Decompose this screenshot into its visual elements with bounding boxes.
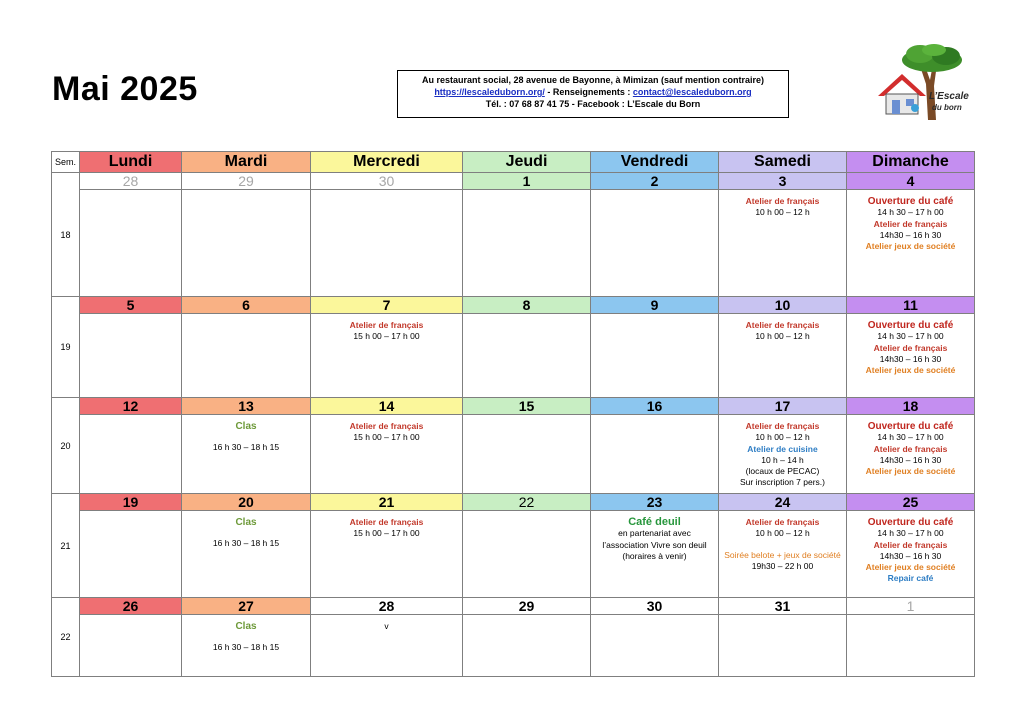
day-cell bbox=[591, 314, 719, 398]
date-cell: 23 bbox=[591, 494, 719, 511]
logo-name: L’Escale bbox=[929, 91, 969, 102]
header-mercredi: Mercredi bbox=[311, 152, 463, 173]
event-title: Clas bbox=[235, 517, 257, 528]
info-phone: Tél. : 07 68 87 41 75 - Facebook : L’Escale du Born bbox=[485, 99, 701, 109]
week-number: 22 bbox=[52, 598, 80, 677]
date-cell: 22 bbox=[463, 494, 591, 511]
day-cell bbox=[847, 314, 975, 398]
event-title: Atelier jeux de société bbox=[865, 241, 956, 252]
date-cell: 8 bbox=[463, 297, 591, 314]
day-cell bbox=[847, 511, 975, 598]
date-row bbox=[52, 598, 975, 615]
day-cell bbox=[719, 314, 847, 398]
day-cell bbox=[80, 511, 182, 598]
event-note: Sur inscription 7 pers.) bbox=[739, 477, 826, 488]
date-cell: 13 bbox=[182, 398, 311, 415]
header-row bbox=[52, 152, 975, 173]
day-cell bbox=[463, 415, 591, 494]
date-cell: 26 bbox=[80, 598, 182, 615]
event-time: 10 h 00 – 12 h bbox=[755, 207, 810, 218]
day-cell bbox=[463, 511, 591, 598]
header-vendredi: Vendredi bbox=[591, 152, 719, 173]
event-title: Atelier jeux de société bbox=[865, 562, 956, 573]
event-note: v bbox=[384, 621, 389, 631]
day-cell bbox=[719, 190, 847, 297]
day-cell bbox=[182, 190, 311, 297]
calendar-table bbox=[51, 151, 975, 677]
event-title: Atelier de français bbox=[349, 320, 424, 330]
day-cell bbox=[591, 415, 719, 494]
email-link[interactable]: contact@lescaleduborn.org bbox=[632, 87, 752, 97]
event-title: Atelier de français bbox=[745, 421, 820, 431]
date-cell: 31 bbox=[719, 598, 847, 615]
header-mardi: Mardi bbox=[182, 152, 311, 173]
date-cell: 28 bbox=[311, 598, 463, 615]
event-title: Ouverture du café bbox=[867, 421, 954, 432]
event-time: 10 h 00 – 12 h bbox=[755, 528, 810, 539]
date-cell: 14 bbox=[311, 398, 463, 415]
info-address: Au restaurant social, 28 avenue de Bayonne, à Mimizan (sauf mention contraire) bbox=[421, 75, 765, 85]
header-samedi: Samedi bbox=[719, 152, 847, 173]
event-title: Café deuil bbox=[628, 516, 681, 528]
date-cell: 18 bbox=[847, 398, 975, 415]
date-row bbox=[52, 398, 975, 415]
date-cell: 29 bbox=[182, 173, 311, 190]
day-cell bbox=[311, 415, 463, 494]
day-cell bbox=[80, 415, 182, 494]
day-cell bbox=[182, 415, 311, 494]
header-dimanche: Dimanche bbox=[847, 152, 975, 173]
week-number: 21 bbox=[52, 494, 80, 598]
date-cell: 19 bbox=[80, 494, 182, 511]
day-cell bbox=[719, 415, 847, 494]
website-link[interactable]: https://lescaleduborn.org/ bbox=[434, 87, 545, 97]
info-separator: - Renseignements : bbox=[544, 87, 633, 97]
event-title: Ouverture du café bbox=[867, 320, 954, 331]
events-row bbox=[52, 314, 975, 398]
event-time: 14 h 30 – 17 h 00 bbox=[877, 528, 944, 539]
event-time: 19h30 – 22 h 00 bbox=[751, 560, 814, 571]
info-contact bbox=[398, 86, 788, 98]
day-cell bbox=[311, 511, 463, 598]
week-number: 18 bbox=[52, 173, 80, 297]
event-note: (horaires à venir) bbox=[622, 550, 687, 561]
event-title: Atelier de français bbox=[873, 443, 948, 454]
event-time: 14h30 – 16 h 30 bbox=[879, 454, 942, 465]
date-cell: 29 bbox=[463, 598, 591, 615]
day-cell bbox=[80, 190, 182, 297]
day-cell bbox=[719, 615, 847, 677]
date-cell: 3 bbox=[719, 173, 847, 190]
day-cell bbox=[847, 415, 975, 494]
day-cell bbox=[182, 511, 311, 598]
event-title: Atelier de français bbox=[349, 421, 424, 431]
date-cell: 4 bbox=[847, 173, 975, 190]
event-title: Ouverture du café bbox=[867, 196, 954, 207]
event-title: Atelier de cuisine bbox=[747, 443, 818, 454]
event-title: Atelier de français bbox=[873, 539, 948, 550]
date-cell: 7 bbox=[311, 297, 463, 314]
event-location: (locaux de PECAC) bbox=[745, 466, 820, 477]
event-time: 14h30 – 16 h 30 bbox=[879, 550, 942, 561]
day-cell bbox=[463, 190, 591, 297]
event-title: Soirée belote + jeux de société bbox=[724, 549, 841, 560]
logo-subtitle: du born bbox=[932, 103, 962, 112]
event-time: 14h30 – 16 h 30 bbox=[879, 229, 942, 240]
date-cell: 21 bbox=[311, 494, 463, 511]
date-cell: 11 bbox=[847, 297, 975, 314]
event-time: 10 h – 14 h bbox=[761, 454, 804, 465]
event-time: 10 h 00 – 12 h bbox=[755, 432, 810, 443]
date-cell: 10 bbox=[719, 297, 847, 314]
event-title: Atelier de français bbox=[349, 517, 424, 527]
events-row bbox=[52, 190, 975, 297]
day-cell bbox=[182, 615, 311, 677]
week-number: 19 bbox=[52, 297, 80, 398]
page-title: Mai 2025 bbox=[52, 70, 198, 108]
event-title: Clas bbox=[235, 621, 257, 632]
date-cell: 6 bbox=[182, 297, 311, 314]
date-cell: 2 bbox=[591, 173, 719, 190]
event-title: Clas bbox=[235, 421, 257, 432]
event-time: 16 h 30 – 18 h 15 bbox=[212, 538, 280, 549]
event-title: Atelier de français bbox=[873, 342, 948, 353]
date-cell: 24 bbox=[719, 494, 847, 511]
day-cell bbox=[311, 314, 463, 398]
events-row bbox=[52, 615, 975, 677]
date-cell: 30 bbox=[591, 598, 719, 615]
day-cell bbox=[719, 511, 847, 598]
date-cell: 27 bbox=[182, 598, 311, 615]
event-time: 14 h 30 – 17 h 00 bbox=[877, 207, 944, 218]
event-time: 15 h 00 – 17 h 00 bbox=[353, 432, 420, 443]
date-cell: 5 bbox=[80, 297, 182, 314]
event-time: 16 h 30 – 18 h 15 bbox=[212, 442, 280, 453]
event-title: Atelier jeux de société bbox=[865, 466, 956, 477]
day-cell bbox=[80, 314, 182, 398]
date-cell: 1 bbox=[463, 173, 591, 190]
events-row bbox=[52, 415, 975, 494]
day-cell bbox=[182, 314, 311, 398]
event-title: Atelier de français bbox=[745, 196, 820, 206]
date-cell: 20 bbox=[182, 494, 311, 511]
date-row bbox=[52, 494, 975, 511]
event-time: 14h30 – 16 h 30 bbox=[879, 353, 942, 364]
week-number: 20 bbox=[52, 398, 80, 494]
events-row bbox=[52, 511, 975, 598]
date-row bbox=[52, 297, 975, 314]
date-cell: 12 bbox=[80, 398, 182, 415]
date-cell: 30 bbox=[311, 173, 463, 190]
day-cell bbox=[591, 190, 719, 297]
info-box bbox=[397, 70, 789, 118]
date-cell: 9 bbox=[591, 297, 719, 314]
event-time: 15 h 00 – 17 h 00 bbox=[353, 331, 420, 342]
event-title: Atelier de français bbox=[873, 218, 948, 229]
day-cell bbox=[311, 615, 463, 677]
event-note: en partenariat avec bbox=[618, 528, 691, 539]
event-time: 14 h 30 – 17 h 00 bbox=[877, 432, 944, 443]
event-time: 15 h 00 – 17 h 00 bbox=[353, 528, 420, 539]
date-cell: 16 bbox=[591, 398, 719, 415]
date-row bbox=[52, 173, 975, 190]
header-lundi: Lundi bbox=[80, 152, 182, 173]
date-cell: 28 bbox=[80, 173, 182, 190]
date-cell: 25 bbox=[847, 494, 975, 511]
day-cell bbox=[463, 615, 591, 677]
event-time: 16 h 30 – 18 h 15 bbox=[212, 642, 280, 653]
event-time: 14 h 30 – 17 h 00 bbox=[877, 331, 944, 342]
event-title: Ouverture du café bbox=[867, 517, 954, 528]
header-jeudi: Jeudi bbox=[463, 152, 591, 173]
date-cell: 1 bbox=[847, 598, 975, 615]
date-cell: 15 bbox=[463, 398, 591, 415]
day-cell bbox=[847, 615, 975, 677]
day-cell bbox=[463, 314, 591, 398]
day-cell bbox=[847, 190, 975, 297]
event-title: Atelier de français bbox=[745, 320, 820, 330]
day-cell bbox=[311, 190, 463, 297]
day-cell bbox=[80, 615, 182, 677]
event-title: Atelier de français bbox=[745, 517, 820, 527]
header-sem: Sem. bbox=[52, 152, 80, 173]
event-title: Atelier jeux de société bbox=[865, 365, 956, 376]
day-cell bbox=[591, 615, 719, 677]
date-cell: 17 bbox=[719, 398, 847, 415]
event-note: l’association Vivre son deuil bbox=[602, 539, 707, 550]
event-title: Repair café bbox=[887, 573, 934, 584]
day-cell bbox=[591, 511, 719, 598]
event-time: 10 h 00 – 12 h bbox=[755, 331, 810, 342]
